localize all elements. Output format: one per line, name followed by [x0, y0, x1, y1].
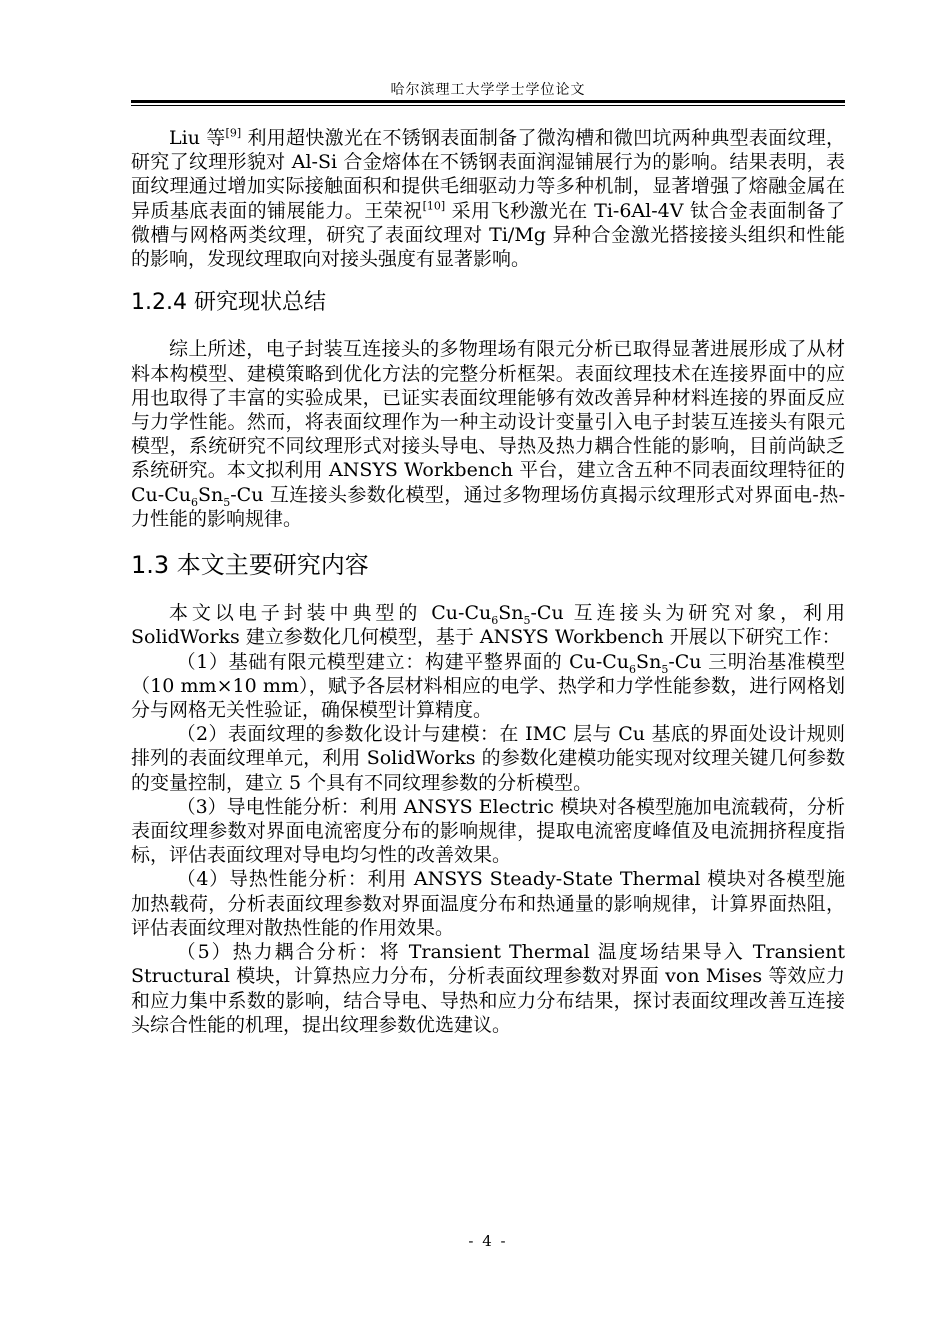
research-item-1: [131, 650, 845, 723]
subscript: 6: [491, 614, 499, 628]
section-heading-1-3: 1.3 本文主要研究内容: [131, 551, 369, 580]
citation: [10]: [422, 199, 446, 213]
text-run: 综上所述，电子封装互连接头的多物理场有限元分析已取得显著进展形成了从材料本构模型、建模策略到优化方法的完整分析框架。表面纹理技术在连接界面中的应用也取得了丰富的实验成果，已证实表面纹理能够有效改善异种材料连接的界面反应与力学性能。然而，将表面纹理作为一种主动设计变量引入电子封装互连接头有限元模型，系统研究不同纹理形式对接头导电、导热及热力耦合性能的影响，目前尚缺乏系统研究。本文拟利用 ANSYS Workbench 平台，建立含五种不同表面纹理特征的 Cu-Cu: [131, 338, 845, 506]
subscript: 5: [223, 495, 231, 509]
section-heading-1-2-4: 1.2.4 研究现状总结: [131, 290, 326, 316]
research-item-4: （4）导热性能分析：利用 ANSYS Steady-State Thermal 模块对各模型施加热载荷，分析表面纹理参数对界面温度分布和热通量的影响规律，计算界面热阻，评估表面纹理对散热性能的作用效果。: [131, 868, 845, 939]
research-item-3: （3）导电性能分析：利用 ANSYS Electric 模块对各模型施加电流载荷，分析表面纹理参数对界面电流密度分布的影响规律，提取电流密度峰值及电流拥挤程度指标，评估表面纹理对导电均匀性的改善效果。: [131, 795, 845, 867]
subscript: 5: [523, 614, 531, 628]
text-run: （1）基础有限元模型建立：构建平整界面的 Cu-Cu: [176, 650, 630, 673]
text-run: -Cu 三明治基准模型（10 mm×10 mm），赋予各层材料相应的电学、热学和力学性能参数，进行网格划分与网格无关性验证，确保模型计算精度。: [131, 650, 845, 722]
page-number: - 4 -: [468, 1232, 508, 1250]
text-run: -Cu 互连接头参数化模型，通过多物理场仿真揭示纹理形式对界面电-热-力性能的影响规律。: [131, 483, 845, 530]
paragraph-texture-review: [131, 126, 845, 271]
text-run: Sn: [636, 650, 662, 673]
subscript: 5: [661, 662, 669, 676]
research-item-2: （2）表面纹理的参数化设计与建模：在 IMC 层与 Cu 基底的界面处设计规则排列的表面纹理单元，利用 SolidWorks 的参数化建模功能实现对纹理关键几何参数的变量控制，建立 5 个具有不同纹理参数的分析模型。: [131, 723, 845, 794]
header-rule-thick: [131, 100, 845, 103]
paragraph-research-intro: [131, 601, 845, 649]
text-run: 利用超快激光在不锈钢表面制备了微沟槽和微凹坑两种典型表面纹理，研究了纹理形貌对 Al-Si 合金熔体在不锈钢表面润湿铺展行为的影响。结果表明，表面纹理通过增加实际接触面积和提供毛细驱动力等多种机制，显著增强了熔融金属在异质基底表面的铺展能力。王荣祝: [131, 127, 845, 222]
citation: [9]: [225, 126, 242, 140]
running-header: 哈尔滨理工大学学士学位论文: [390, 82, 586, 98]
text-run: 采用飞秒激光在 Ti-6Al-4V 钛合金表面制备了微槽与网格两类纹理，研究了表面纹理对 Ti/Mg 异种合金激光搭接接头组织和性能的影响，发现纹理取向对接头强度有显著影响。: [131, 199, 845, 271]
subscript: 6: [629, 662, 637, 676]
text-run: 本文以电子封装中典型的 Cu-Cu: [169, 602, 492, 625]
body-content: [131, 126, 845, 1037]
text-run: Sn: [498, 602, 524, 625]
text-run: -Cu 互连接头为研究对象，利用 SolidWorks 建立参数化几何模型，基于 ANSYS Workbench 开展以下研究工作：: [131, 602, 845, 649]
subscript: 6: [190, 495, 198, 509]
text-run: Liu 等: [169, 127, 226, 149]
header-rule-thin: [131, 105, 845, 106]
paragraph-summary: [131, 337, 845, 531]
research-item-5: （5）热力耦合分析：将 Transient Thermal 温度场结果导入 Transient Structural 模块，计算热应力分布，分析表面纹理参数对界面 von Mises 等效应力和应力集中系数的影响，结合导电、导热和应力分布结果，探讨表面纹理改善互连接头综合性能的机理，提出纹理参数优选建议。: [131, 941, 845, 1036]
text-run: Sn: [197, 483, 224, 506]
